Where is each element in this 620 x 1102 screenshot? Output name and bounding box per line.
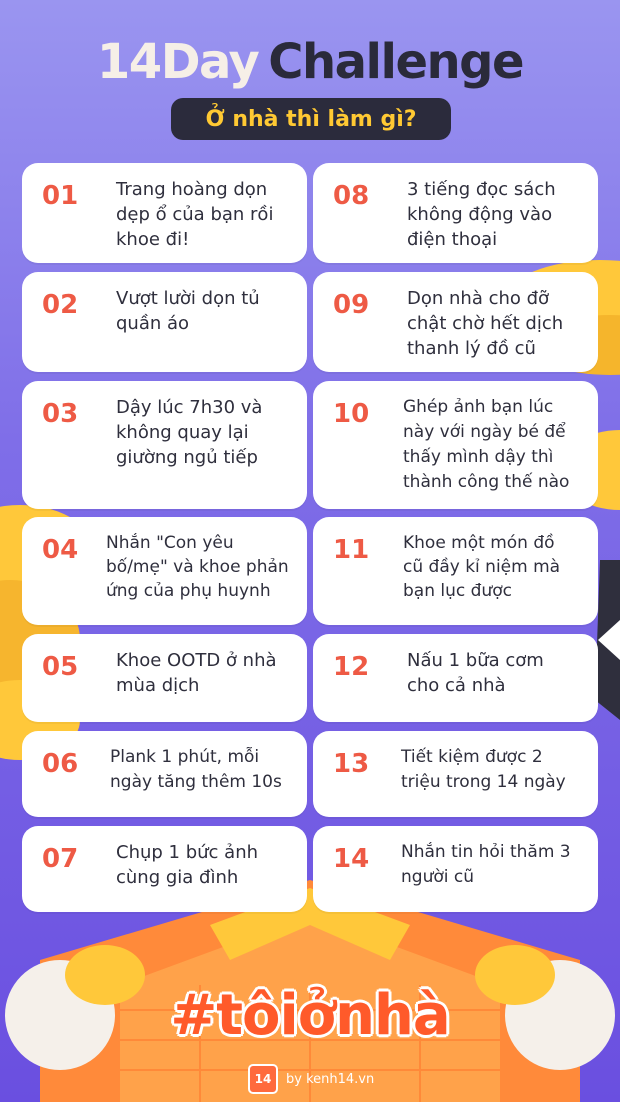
challenge-card-06 <box>22 731 307 817</box>
challenge-card-08 <box>313 163 598 263</box>
challenge-number: 13 <box>333 749 370 779</box>
challenge-text: Dọn nhà cho đỡ chật chờ hết dịch thanh lý đồ cũ <box>407 288 564 359</box>
challenge-text: Khoe một món đồ cũ đầy kỉ niệm mà bạn lục được <box>403 533 561 601</box>
challenge-text: Tiết kiệm được 2 triệu trong 14 ngày <box>401 747 566 792</box>
challenge-text: Dậy lúc 7h30 và không quay lại giường ngủ tiếp <box>116 397 263 468</box>
challenge-number: 08 <box>333 181 370 211</box>
challenge-number: 07 <box>42 844 79 874</box>
challenge-text: 3 tiếng đọc sách không động vào điện thoại <box>407 179 556 250</box>
subtitle-badge: Ở nhà thì làm gì? <box>171 98 451 140</box>
challenge-number: 12 <box>333 652 370 682</box>
brand-footer <box>248 1064 374 1094</box>
challenge-number: 14 <box>333 844 370 874</box>
title-part-challenge: Challenge <box>268 34 524 90</box>
challenge-text: Vượt lười dọn tủ quần áo <box>116 288 260 334</box>
challenge-text: Ghép ảnh bạn lúc này với ngày bé để thấy mình dậy thì thành công thế nào <box>403 397 570 492</box>
challenge-number: 03 <box>42 399 79 429</box>
challenge-number: 01 <box>42 181 79 211</box>
challenge-number: 10 <box>333 399 370 429</box>
kenh14-logo-icon: 14 <box>248 1064 278 1094</box>
byline: by kenh14.vn <box>286 1071 375 1087</box>
challenge-text: Chụp 1 bức ảnh cùng gia đình <box>116 842 259 888</box>
challenge-number: 06 <box>42 749 79 779</box>
challenge-text: Nhắn "Con yêu bố/mẹ" và khoe phản ứng của phụ huynh <box>106 533 289 601</box>
challenge-card-10 <box>313 381 598 509</box>
challenge-card-01 <box>22 163 307 263</box>
title-part-14day: 14Day <box>96 34 259 90</box>
challenge-card-12 <box>313 634 598 722</box>
challenge-number: 11 <box>333 535 370 565</box>
challenge-card-02 <box>22 272 307 372</box>
challenge-text: Khoe OOTD ở nhà mùa dịch <box>116 650 277 696</box>
challenge-card-04 <box>22 517 307 625</box>
page-title <box>0 34 620 90</box>
challenge-card-13 <box>313 731 598 817</box>
challenge-text: Trang hoàng dọn dẹp ổ của bạn rồi khoe đi! <box>116 179 274 250</box>
challenge-text: Nấu 1 bữa cơm cho cả nhà <box>407 650 544 696</box>
challenge-text: Nhắn tin hỏi thăm 3 người cũ <box>401 842 571 887</box>
challenge-card-07 <box>22 826 307 912</box>
challenge-number: 05 <box>42 652 79 682</box>
challenge-number: 02 <box>42 290 79 320</box>
challenge-card-05 <box>22 634 307 722</box>
challenge-card-11 <box>313 517 598 625</box>
challenge-card-09 <box>313 272 598 372</box>
challenge-number: 04 <box>42 535 79 565</box>
challenge-card-14 <box>313 826 598 912</box>
hashtag-text: #tôiởnhà <box>170 983 450 1048</box>
challenge-number: 09 <box>333 290 370 320</box>
challenge-text: Plank 1 phút, mỗi ngày tăng thêm 10s <box>110 747 282 792</box>
challenge-card-03 <box>22 381 307 509</box>
